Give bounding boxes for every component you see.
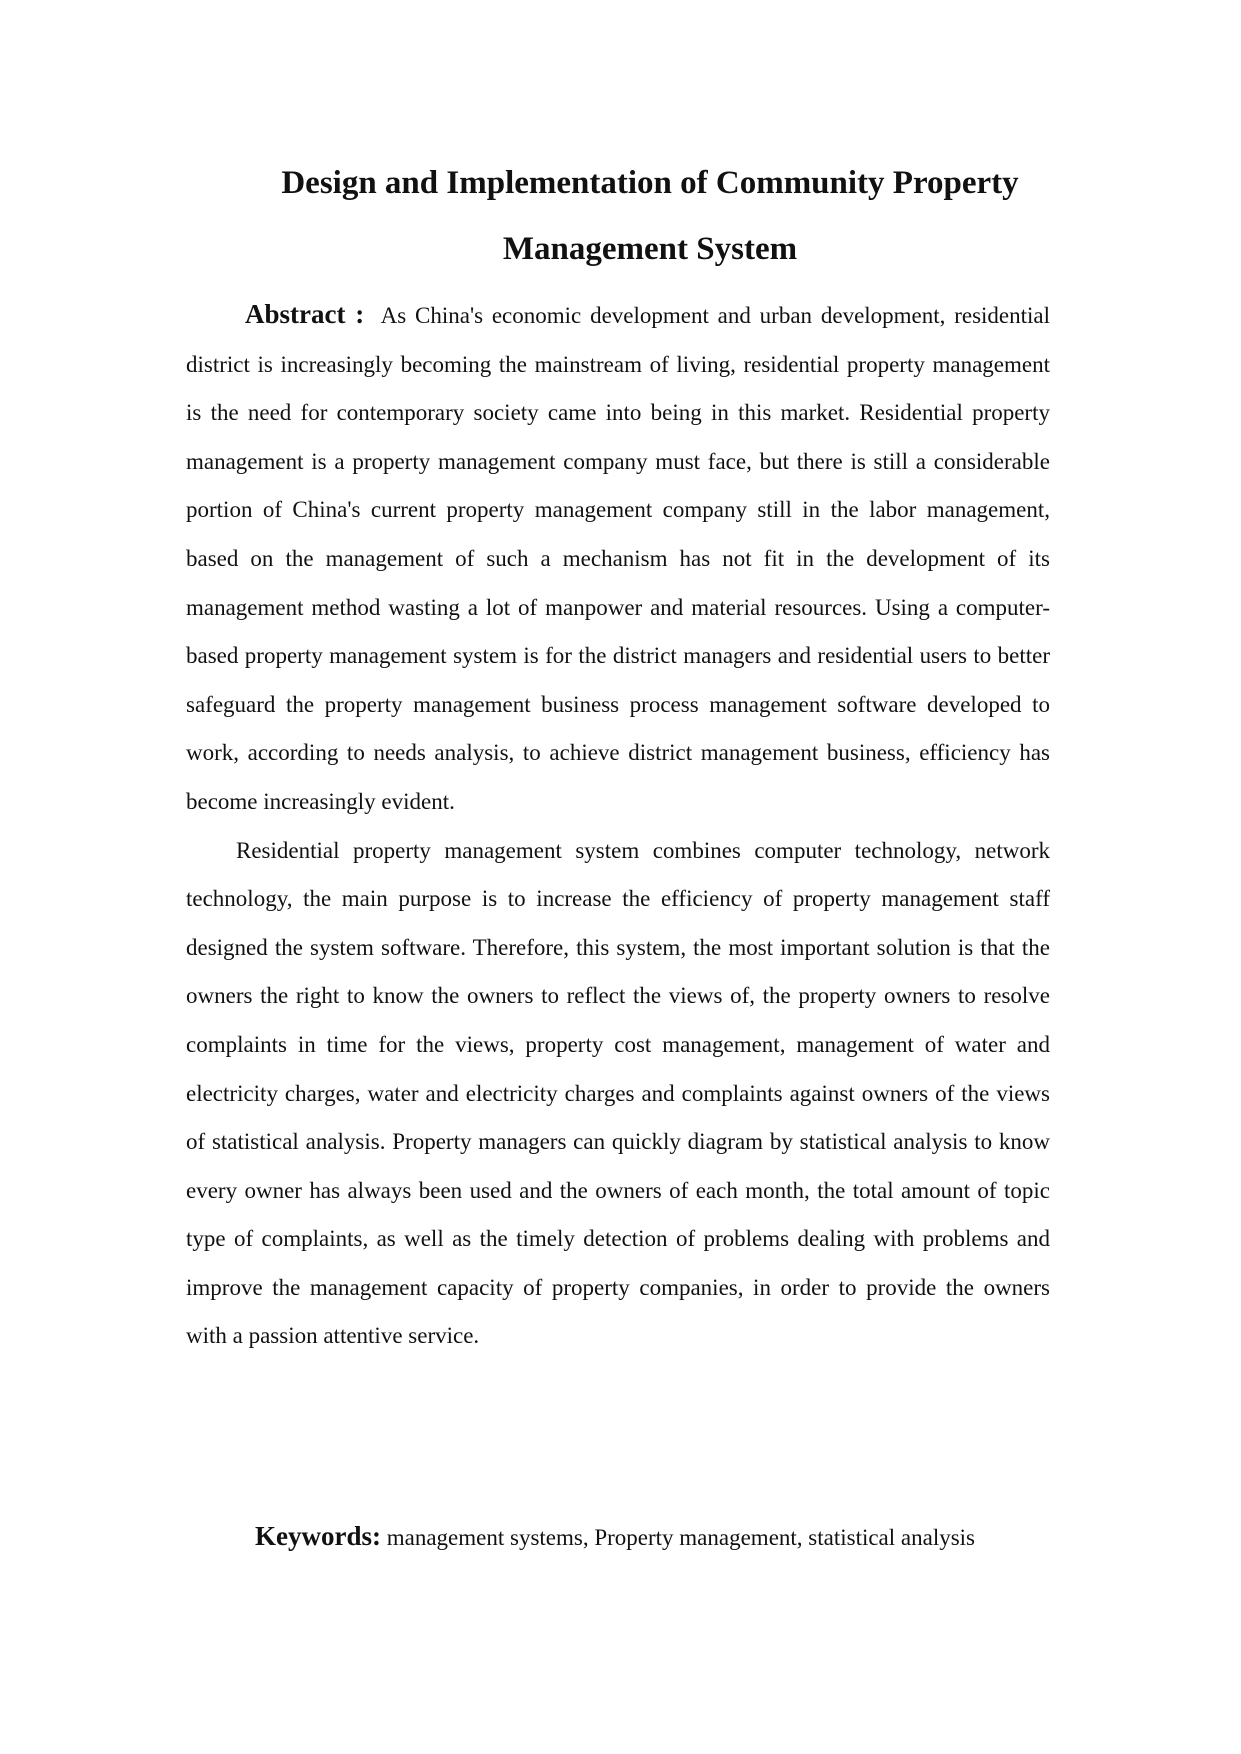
abstract-section (186, 290, 1050, 1361)
abstract-paragraph-1 (186, 290, 1050, 827)
abstract-label: Abstract : (245, 299, 365, 329)
abstract-paragraph-1-text: As China's economic development and urban development, residential district is increasingly becoming the mainstream of living, residential property management is the need for contemporary society came into being in this market. Residential property management is a property management company must face, but there is still a considerable portion of China's current property management company still in the labor management, based on the management of such a mechanism has not fit in the development of its management method wasting a lot of manpower and material resources. Using a computer-based property management system is for the district managers and residential users to better safeguard the property management business process management software developed to work, according to needs analysis, to achieve district management business, efficiency has become increasingly evident. (186, 303, 1051, 814)
paper-title (185, 150, 1115, 282)
keywords-line (255, 1512, 1155, 1562)
title-line-2: Management System (502, 231, 798, 267)
keywords-label: Keywords: (255, 1521, 381, 1551)
keywords-text: management systems, Property management, statistical analysis (386, 1525, 976, 1550)
title-line-1: Design and Implementation of Community Property (281, 165, 1019, 201)
abstract-paragraph-2: Residential property management system combines computer technology, network technology, the main purpose is to increase the efficiency of property management staff designed the system software. Therefore, this system, the most important solution is that the owners the right to know the owners to reflect the views of, the property owners to resolve complaints in time for the views, property cost management, management of water and electricity charges, water and electricity charges and complaints against owners of the views of statistical analysis. Property managers can quickly diagram by statistical analysis to know every owner has always been used and the owners of each month, the total amount of topic type of complaints, as well as the timely detection of problems dealing with problems and improve the management capacity of property companies, in order to provide the owners with a passion attentive service. (186, 837, 1050, 1349)
